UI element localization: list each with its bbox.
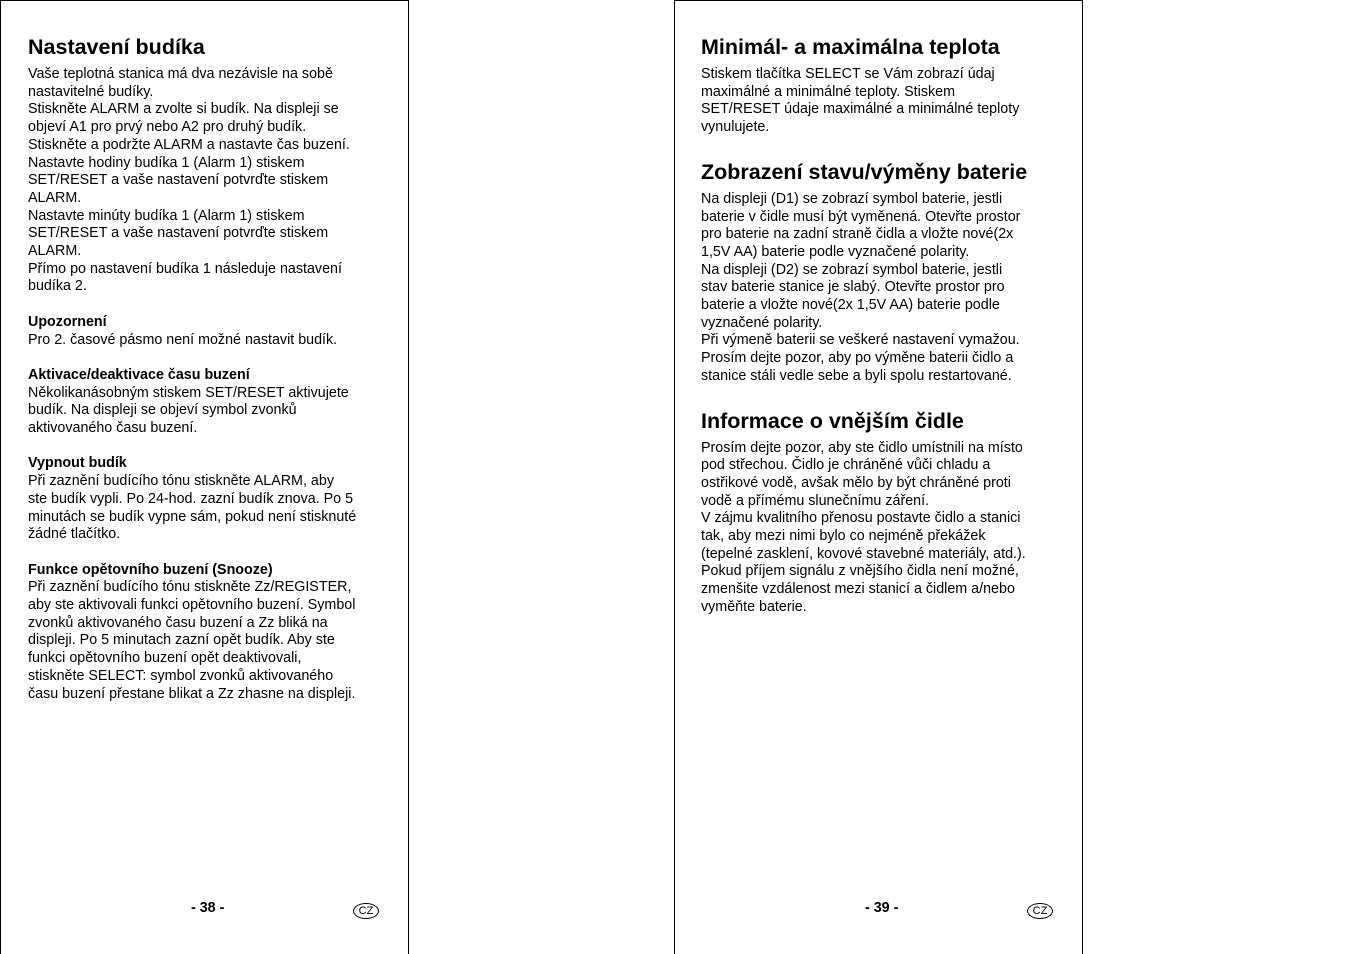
intro-line: ALARM. xyxy=(28,189,82,206)
section-line: minutách se budík vypne sám, pokud není stisknuté xyxy=(28,508,357,525)
intro-line: Nastavte minúty budíka 1 (Alarm 1) stiskem xyxy=(28,207,305,224)
section-line: ostřikové vodě, avšak mělo by být chráněné proti xyxy=(701,474,1011,491)
intro-line: SET/RESET a vaše nastavení potvrďte stiskem xyxy=(28,225,329,242)
section-line: Při zaznění budícího tónu stiskněte Zz/REGISTER, xyxy=(28,579,352,596)
section-line: stav baterie stanice je slabý. Otevřte prostor pro xyxy=(701,279,1005,296)
section-vnejsi-cidlo xyxy=(701,408,1071,617)
section-line: pod střechou. Čidlo je chráněné vůči chladu a xyxy=(701,457,991,474)
section-line: (tepelné zasklení, kovové stavebné materiály, atd.). xyxy=(701,545,1026,562)
section-heading: Zobrazení stavu/výměny baterie xyxy=(701,159,1028,184)
section-line: Na displeji (D1) se zobrazí symbol baterie, jestli xyxy=(701,190,1003,207)
section-line: 1,5V AA) baterie podle vyznačené polarity. xyxy=(701,243,970,260)
intro-line: ALARM. xyxy=(28,243,82,260)
section-line: stiskněte SELECT: symbol zvonků aktivovaného xyxy=(28,667,334,684)
section-line: baterie v čidle musí být vyměnená. Otevřte prostor xyxy=(701,208,1021,225)
section-title: Funkce opětovního buzení (Snooze) xyxy=(28,561,273,578)
section-line: aktivovaného času buzení. xyxy=(28,420,198,437)
section-vypnout-budik xyxy=(28,455,388,544)
section-line: zvonků aktivovaného času buzení a Zz bliká na xyxy=(28,614,328,631)
country-badge: CZ xyxy=(1027,903,1053,919)
left-page xyxy=(0,0,409,954)
intro-line: objeví A1 pro prvý nebo A2 pro druhý budík. xyxy=(28,119,307,136)
section-line: displeji. Po 5 minutach zazní opět budík. Aby ste xyxy=(28,632,335,649)
intro-line: Nastavte hodiny budíka 1 (Alarm 1) stiskem xyxy=(28,154,305,171)
left-page-content xyxy=(28,34,388,703)
section-line: budík. Na displeji se objeví symbol zvonků xyxy=(28,402,297,419)
intro-line: Přímo po nastavení budíka 1 následuje nastavení xyxy=(28,260,342,277)
section-title: Upozornení xyxy=(28,313,107,330)
section-line: Pokud příjem signálu z vnějšího čidla není možné, xyxy=(701,563,1019,580)
section-line: vodě a přímému slunečnímu záření. xyxy=(701,492,930,509)
section-line: pro baterie na zadní straně čidla a vložte nové(2x xyxy=(701,226,1014,243)
section-line: aby ste aktivovali funkci opětovního buzení. Symbol xyxy=(28,597,356,614)
section-line: vyměňte baterie. xyxy=(701,598,807,615)
right-page-content xyxy=(701,34,1071,617)
section-line: baterie a vložte nové(2x 1,5V AA) baterie podle xyxy=(701,297,1000,314)
section-min-max-teplota xyxy=(701,34,1071,137)
page-number: - 38 - xyxy=(191,900,225,916)
section-line: žádné tlačítko. xyxy=(28,526,121,543)
section-line: Pro 2. časové pásmo není možné nastavit budík. xyxy=(28,331,338,348)
section-line: Na displeji (D2) se zobrazí symbol baterie, jestli xyxy=(701,261,1003,278)
right-page xyxy=(674,0,1083,954)
section-line: Prosím dejte pozor, aby ste čidlo umístnili na místo xyxy=(701,439,1023,456)
section-line: V zájmu kvalitního přenosu postavte čidlo a stanici xyxy=(701,510,1021,527)
section-line: tak, aby mezi nimi bylo co nejméně překážek xyxy=(701,528,986,545)
section-line: maximálné a minimálné teploty. Stiskem xyxy=(701,83,955,100)
country-badge: CZ xyxy=(353,903,379,919)
section-line: stanice stáli vedle sebe a byli spolu restartované. xyxy=(701,367,1012,384)
section-heading: Minimál- a maximálna teplota xyxy=(701,35,1000,59)
section-title: Vypnout budík xyxy=(28,455,127,472)
section-baterie xyxy=(701,159,1071,386)
section-line: Prosím dejte pozor, aby po výměne baterii čidlo a xyxy=(701,350,1014,367)
section-line: Při výmeně baterii se veškeré nastavení vymažou. xyxy=(701,332,1020,349)
page-number: - 39 - xyxy=(865,900,899,916)
section-line: Při zaznění budícího tónu stiskněte ALARM, aby xyxy=(28,473,334,490)
section-line: SET/RESET údaje maximálné a minimálné teploty xyxy=(701,101,1020,118)
section-heading: Informace o vnějším čidle xyxy=(701,408,964,433)
intro-line: budíka 2. xyxy=(28,278,87,295)
section-line: funkci opětovního buzení opět deaktivovali, xyxy=(28,650,302,667)
section-title: Aktivace/deaktivace času buzení xyxy=(28,366,250,383)
intro-paragraph xyxy=(28,66,388,296)
section-line: Stiskem tlačítka SELECT se Vám zobrazí údaj xyxy=(701,66,995,82)
section-line: Několikanásobným stiskem SET/RESET aktivujete xyxy=(28,384,349,401)
section-aktivace xyxy=(28,367,388,438)
intro-line: Vaše teplotná stanica má dva nezávisle na sobě xyxy=(28,66,333,82)
section-snooze xyxy=(28,562,388,704)
section-line: vynulujete. xyxy=(701,119,770,136)
section-line: ste budík vypli. Po 24-hod. zazní budík znova. Po 5 xyxy=(28,490,354,507)
section-line: času buzení přestane blikat a Zz zhasne na displeji. xyxy=(28,685,356,702)
section-upozorneni xyxy=(28,314,388,349)
intro-line: Stiskněte a podržte ALARM a nastavte čas buzení. xyxy=(28,136,350,153)
intro-line: Stiskněte ALARM a zvolte si budík. Na displeji se xyxy=(28,101,339,118)
heading-nastaveni-budika: Nastavení budíka xyxy=(28,35,205,59)
section-line: vyznačené polarity. xyxy=(701,314,823,331)
section-line: zmenšite vzdálenost mezi stanicí a čidlem a/nebo xyxy=(701,581,1015,598)
intro-line: nastavitelné budíky. xyxy=(28,83,154,100)
intro-line: SET/RESET a vaše nastavení potvrďte stiskem xyxy=(28,172,329,189)
